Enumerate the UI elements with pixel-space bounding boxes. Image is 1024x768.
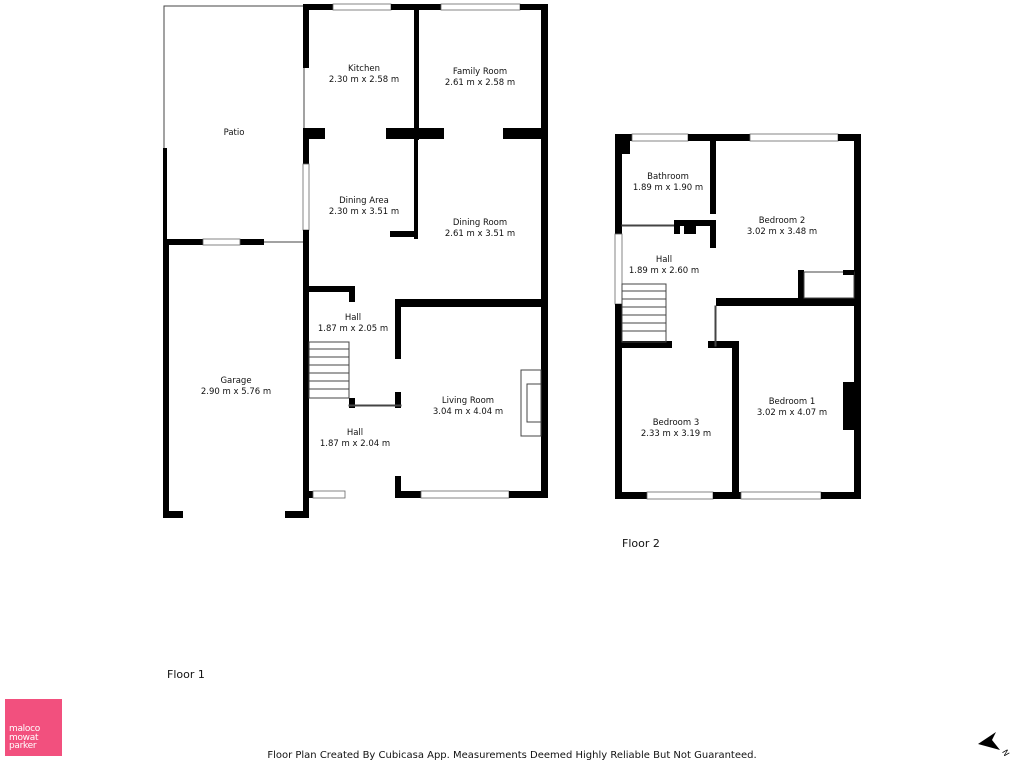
- room-dimensions: 1.87 m x 2.04 m: [319, 438, 391, 449]
- window: [750, 134, 838, 141]
- wall: [303, 290, 309, 518]
- room-name: Bathroom: [647, 172, 689, 182]
- window: [333, 4, 391, 10]
- window: [615, 234, 622, 304]
- patio-outline: [164, 6, 304, 242]
- room-name: Bedroom 1: [768, 397, 816, 407]
- room-label-dining-area: [329, 196, 399, 217]
- wall: [414, 4, 419, 140]
- room-dimensions: 2.33 m x 3.19 m: [640, 428, 712, 439]
- wall: [349, 286, 355, 302]
- room-name: Patio: [223, 128, 245, 138]
- room-name: Kitchen: [348, 64, 380, 74]
- window: [203, 239, 240, 245]
- window: [313, 491, 345, 498]
- logo-text-line-1: maloco: [9, 724, 40, 734]
- wall: [732, 341, 739, 499]
- room-name: Living Room: [441, 396, 495, 406]
- room-name: Hall: [655, 255, 673, 265]
- wall: [622, 134, 630, 154]
- room-name: Family Room: [452, 67, 508, 77]
- room-label-hall-upper: [318, 313, 388, 334]
- wall: [710, 134, 716, 214]
- room-label-bedroom-2: [747, 216, 817, 237]
- wall: [303, 4, 333, 10]
- room-name: Dining Room: [452, 218, 508, 228]
- wall: [541, 4, 548, 498]
- room-name: Bedroom 3: [652, 418, 700, 428]
- wall: [615, 134, 622, 234]
- room-dimensions: 3.04 m x 4.04 m: [432, 406, 504, 417]
- room-name: Dining Area: [339, 196, 389, 206]
- room-label-family-room: [445, 67, 515, 88]
- room-dimensions: 2.30 m x 2.58 m: [328, 74, 400, 85]
- logo-text-line-3: parker: [9, 741, 37, 751]
- room-label-living-room: [433, 396, 503, 417]
- wall: [854, 134, 861, 499]
- wall: [710, 226, 716, 248]
- wall: [503, 128, 548, 139]
- room-label-patio: [224, 128, 245, 139]
- logo-text-line-2: mowat: [9, 732, 39, 743]
- window: [421, 491, 509, 498]
- compass-letter: N: [1000, 748, 1011, 758]
- wall: [798, 270, 804, 306]
- fireplace: [521, 370, 541, 436]
- wall: [395, 299, 401, 359]
- wall: [821, 492, 861, 499]
- wall: [163, 511, 183, 518]
- wall: [674, 220, 716, 226]
- wall: [303, 491, 313, 498]
- company-logo: [5, 699, 62, 756]
- room-label-hall-lower: [320, 428, 390, 449]
- window: [647, 492, 713, 499]
- wall: [386, 128, 444, 139]
- partition: [349, 405, 401, 406]
- room-dimensions: 2.30 m x 3.51 m: [328, 206, 400, 217]
- room-label-garage: [201, 376, 271, 397]
- floor-2-label: Floor 2: [622, 537, 660, 550]
- wall: [688, 134, 750, 141]
- wall: [843, 270, 854, 275]
- wall: [163, 239, 169, 518]
- staircase: [622, 284, 666, 342]
- room-dimensions: 2.61 m x 3.51 m: [444, 228, 516, 239]
- room-dimensions: 3.02 m x 4.07 m: [756, 407, 828, 418]
- wall: [716, 298, 861, 306]
- wall: [615, 304, 622, 499]
- wall: [303, 286, 355, 292]
- window: [632, 134, 688, 141]
- window: [303, 164, 309, 230]
- disclaimer-text: Floor Plan Created By Cubicasa App. Measurements Deemed Highly Reliable But Not Guaranteed.: [267, 750, 757, 761]
- wall: [414, 139, 418, 239]
- wall: [395, 299, 548, 307]
- window: [741, 492, 821, 499]
- wall: [684, 226, 696, 234]
- cupboard-outline: [804, 272, 854, 298]
- wall: [395, 491, 421, 498]
- wardrobe: [843, 382, 854, 430]
- room-dimensions: 2.90 m x 5.76 m: [200, 386, 272, 397]
- room-name: Hall: [344, 313, 362, 323]
- staircase: [309, 342, 349, 398]
- room-name: Bedroom 2: [758, 216, 806, 226]
- room-label-kitchen: [329, 64, 399, 85]
- wall: [163, 148, 167, 246]
- room-label-bedroom-3: [641, 418, 711, 439]
- wall: [303, 4, 309, 68]
- room-label-bedroom-1: [757, 397, 827, 418]
- room-dimensions: 1.89 m x 1.90 m: [632, 182, 704, 193]
- wall: [509, 491, 548, 498]
- wall: [390, 231, 418, 237]
- compass-north-icon: [974, 720, 1014, 760]
- wall: [163, 239, 203, 245]
- room-name: Hall: [346, 428, 364, 438]
- window: [441, 4, 520, 10]
- room-dimensions: 1.89 m x 2.60 m: [628, 265, 700, 276]
- room-label-hall: [629, 255, 699, 276]
- room-label-bathroom: [633, 172, 703, 193]
- room-dimensions: 1.87 m x 2.05 m: [317, 323, 389, 334]
- partition: [622, 225, 674, 226]
- room-label-dining-room: [445, 218, 515, 239]
- room-dimensions: 2.61 m x 2.58 m: [444, 77, 516, 88]
- floor-1-label: Floor 1: [167, 668, 205, 681]
- wall: [240, 239, 264, 245]
- partition: [715, 306, 716, 346]
- room-dimensions: 3.02 m x 3.48 m: [746, 226, 818, 237]
- wall: [303, 128, 309, 164]
- wall: [303, 230, 309, 290]
- room-name: Garage: [220, 376, 252, 386]
- wall: [615, 492, 647, 499]
